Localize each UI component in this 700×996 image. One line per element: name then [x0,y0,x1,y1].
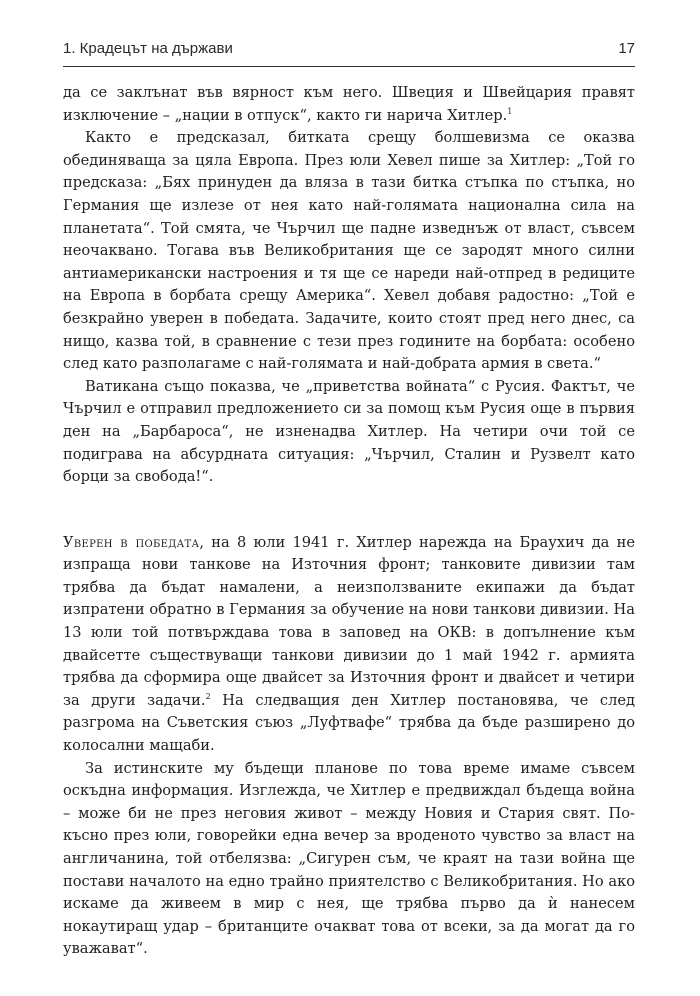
paragraph-text: , на 8 юли 1941 г. Хитлер нарежда на Браухич да не изпраща нови танкове на Източния фронт; танковите дивизии там трябва да бъдат намалени, а неизползваните екипажи да бъдат изпратени обратно в Германия за обучение на нови танкови дивизии. На 13 юли той потвърждава това в заповед на ОКВ: в допълнение към двайсетте съществуващи танкови дивизии до 1 май 1942 г. армията трябва да сформира още двайсет за Източния фронт и двайсет и четири за други задачи. [63,533,635,709]
paragraph [63,758,635,961]
paragraph [63,127,635,376]
section-lead-in: Уверен в победата [63,533,200,551]
chapter-title: 1. Крадецът на държави [63,40,233,57]
body-text [63,82,635,961]
paragraph-text: Ватикана също показва, че „приветства войната“ с Русия. Фактът, че Чърчил е отправил предложението си за помощ към Русия още в първия ден на „Барбароса“, не изненадва Хитлер. На четири очи той се подиграва на абсурдната ситуация: „Чърчил, Сталин и Рузвелт като борци за свобода!“. [63,377,635,486]
paragraph-text: да се заклънат във вярност към него. Швеция и Швейцария правят изключение – „нации в отпуск“, както ги нарича Хитлер. [63,84,635,124]
paragraph [63,82,635,127]
paragraph-text: Както е предсказал, битката срещу болшевизма се оказва обединяваща за цяла Европа. През юли Хевел пише за Хитлер: „Той го предсказа: „Бях принуден да вляза в тази битка стъпка по стъпка, но Германия ще излезе от нея като най-голямата национална сила на планетата“. Той смята, че Чърчил ще падне изведнъж от власт, съвсем неочаквано. Тогава във Великобритания ще се зародят много силни антиамерикански настроения и тя ще се нареди най-отпред в редиците на Европа в борбата срещу Америка“. Хевел добавя радостно: „Той е безкрайно уверен в победата. Задачите, които стоят пред него днес, са нищо, казва той, в сравнение с тези през годините на борбата: особено след като разполагаме с най-голямата и най-добрата армия в света.“ [63,129,635,373]
paragraph-text-continued: На следващия ден Хитлер постановява, че след разгрома на Съветския съюз „Луфтвафе“ трябва да бъде разширено до колосални мащаби. [63,691,635,755]
footnote-marker: 1 [507,106,513,116]
paragraph [63,376,635,489]
footnote-marker: 2 [205,691,211,701]
running-header [63,40,635,60]
header-rule [63,66,635,67]
page-number: 17 [618,40,635,57]
section-paragraph [63,532,635,758]
paragraph-text: За истинските му бъдещи планове по това време имаме съвсем оскъдна информация. Изглежда, че Хитлер е предвиждал бъдеща война – може би не през неговия живот – между Новия и Стария свят. По-късно през юли, говорейки една вечер за вроденото чувство за власт на англичанина, той отбелязва: „Сигурен съм, че краят на тази война ще постави началото на едно трайно приятелство с Великобритания. Но ако искаме да живеем в мир с нея, ще трябва първо да ѝ нанесем нокаутиращ удар – британците очакват това от всеки, за да могат да го уважават“. [63,759,635,958]
